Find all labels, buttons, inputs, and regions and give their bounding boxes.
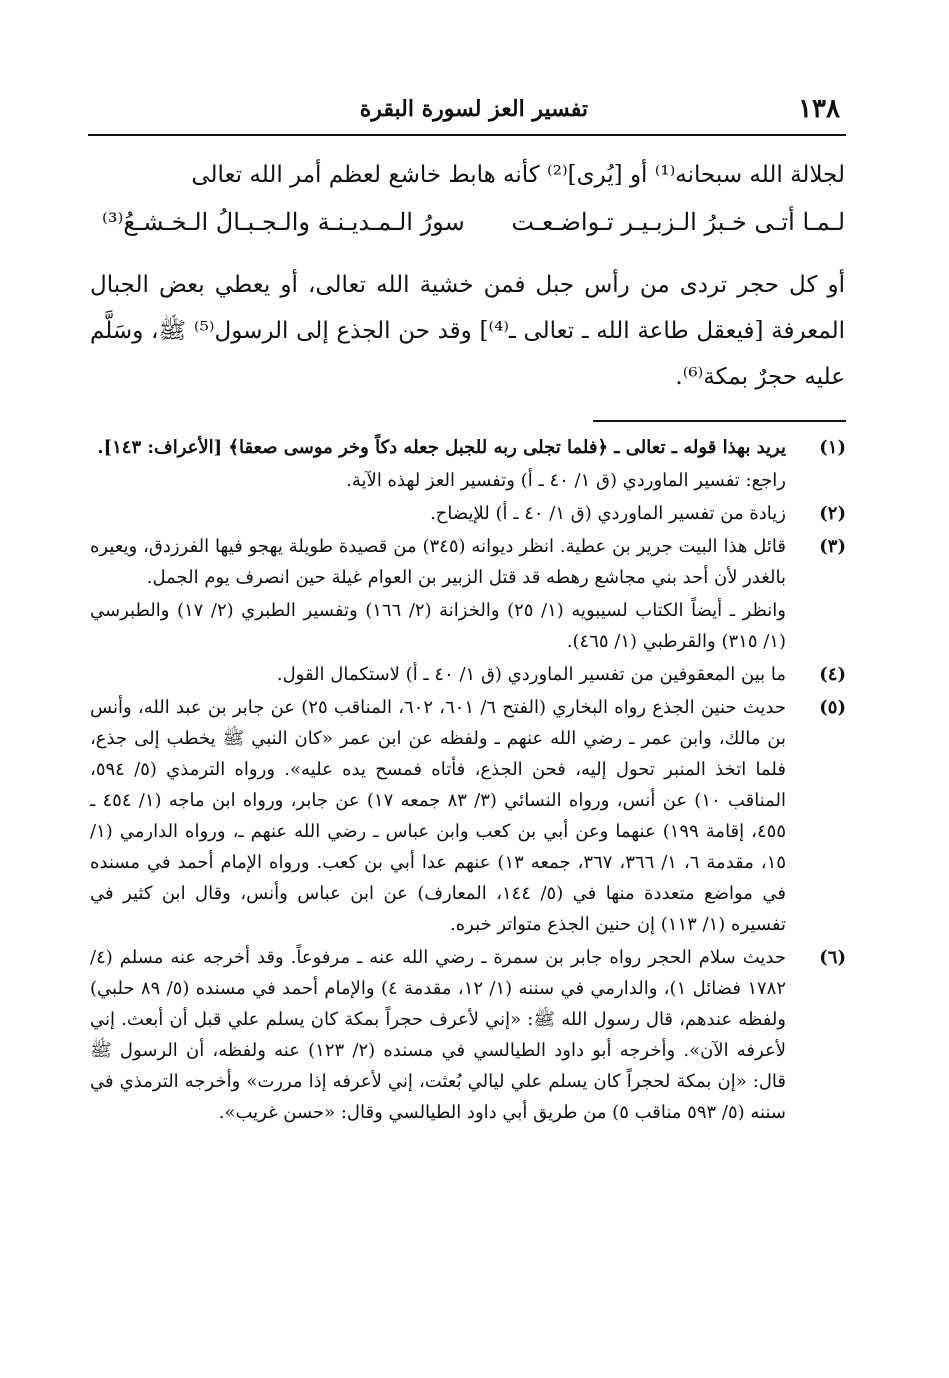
footnote-6 (90, 942, 846, 1128)
footnote-1-continuation: راجع: تفسير الماوردي (ق ١/ ٤٠ ـ أ) وتفسير العز لهذه الآية. (346, 470, 786, 491)
footnote-number: (٢) (819, 503, 846, 524)
footnote-number: (١) (819, 437, 846, 458)
footnote-number: (٤) (819, 664, 846, 685)
footnote-text: حديث سلام الحجر رواه جابر بن سمرة ـ رضي الله عنه ـ مرفوعاً. وقد أخرجه عنه مسلم (٤/ ١٧٨٢ فضائل ١)، والدارمي في سننه (١/ ١٢، مقدمة ٤) والإمام أحمد في مسنده (٥/ ٨٩ حلبي) ولفظه عندهم، قال رسول الله ﷺ: «إني لأعرف حجراً بمكة كان يسلم علي قبل أن أبعث. إني لأعرفه الآن». وأخرجه أبو داود الطيالسي في مسنده (٢/ ١٢٣) عنه ولفظه، أن الرسول ﷺ قال: «إن بمكة لحجراً كان يسلم علي ليالي بُعثت، إني لأعرفه إذا مررت» وأخرجه الترمذي في سننه (٥/ ٥٩٣ مناقب ٥) من طريق أبي داود الطيالسي وقال: «حسن غريب». (90, 947, 786, 1123)
footnote-text: حديث حنين الجذع رواه البخاري (الفتح ٦/ ٦٠١، ٦٠٢، المناقب ٢٥) عن جابر بن عبد الله، وأنس بن مالك، وابن عمر ـ رضي الله عنهم ـ ولفظه عن ابن عمر «كان النبي ﷺ يخطب إلى جذع، فلما اتخذ المنبر تحول إليه، فحن الجذع، فأتاه فمسح يده عليه». ورواه الترمذي (٥/ ٥٩٤، المناقب ١٠) عن أنس، ورواه النسائي (٣/ ٨٣ جمعه ١٧) عن جابر، ورواه ابن ماجه (١/ ٤٥٤ ـ ٤٥٥، إقامة ١٩٩) عنهما وعن أبي بن كعب وابن عباس ـ رضي الله عنهم ـ، ورواه الدارمي (١/ ١٥، مقدمة ٦، ١/ ٣٦٦، ٣٦٧، جمعه ١٣) عنهم عدا أبي بن كعب. ورواه الإمام أحمد في مسنده في مواضع متعددة منها في (٥/ ١٤٤، المعارف) عن ابن عباس وأنس، وقال ابن كثير في تفسيره (١/ ١١٣) إن حنين الجذع متواتر خبره. (90, 697, 787, 935)
footnote-4 (90, 659, 846, 690)
body-line-1: لجلالة الله سبحانه⁽¹⁾ أو [يُرى]⁽²⁾ كأنه هابط خاشع لعظم أمر الله تعالى (191, 162, 845, 188)
footnote-3-continuation: وانظر ـ أيضاً الكتاب لسيبويه (١/ ٢٥) والخزانة (٢/ ١٦٦) وتفسير الطبري (٢/ ١٧) والطبرسي (١/ ٣١٥) والقرطبي (١/ ٤٦٥). (90, 600, 786, 652)
poem-verse (90, 208, 845, 258)
footnote-separator (593, 420, 846, 422)
footnote-1 (90, 432, 846, 463)
footnote-5 (90, 692, 846, 940)
footnote-text: يريد بهذا قوله ـ تعالى ـ ﴿فلما تجلى ربه للجبل جعله دكاً وخر موسى صعقا﴾ [الأعراف: ١٤٣]. (97, 437, 786, 458)
body-paragraph: أو كل حجر تردى من رأس جبل فمن خشية الله تعالى، أو يعطي بعض الجبال المعرفة [فيعقل طاعة الله ـ تعالى ـ⁽⁴⁾] وقد حن الجذع إلى الرسول⁽⁵⁾ ﷺ، وسَلَّم عليه حجرٌ بمكة⁽⁶⁾. (90, 272, 846, 390)
footnote-2 (90, 498, 846, 529)
footnotes (90, 432, 846, 1130)
poem-hemistich-second: سورُ الـمـديـنـة والـجـبـالُ الـخـشـعُ⁽³⁾ (102, 208, 465, 236)
page-header (88, 92, 848, 132)
footnote-number: (٣) (819, 536, 846, 557)
page-number: ١٣٨ (798, 94, 840, 124)
footnote-text: قائل هذا البيت جرير بن عطية. انظر ديوانه (٣٤٥) من قصيدة طويلة يهجو فيها الفرزدق، ويعيره بالغدر لأن أحد بني مجاشع رهطه قد قتل الزبير بن العوام غيلة حين انصرف يوم الجمل. (90, 536, 786, 588)
header-rule (88, 134, 846, 136)
poem-hemistich-first: لـمـا أتـى خـبرُ الـزبـيـر تـواضـعـت (511, 208, 845, 236)
running-title: تفسير العز لسورة البقرة (359, 96, 588, 122)
footnote-text: ما بين المعقوفين من تفسير الماوردي (ق ١/ ٤٠ ـ أ) لاستكمال القول. (276, 664, 786, 685)
footnote-text: زيادة من تفسير الماوردي (ق ١/ ٤٠ ـ أ) للإيضاح. (430, 503, 786, 524)
footnote-3 (90, 531, 846, 593)
footnote-number: (٦) (819, 947, 846, 968)
footnote-number: (٥) (819, 697, 846, 718)
